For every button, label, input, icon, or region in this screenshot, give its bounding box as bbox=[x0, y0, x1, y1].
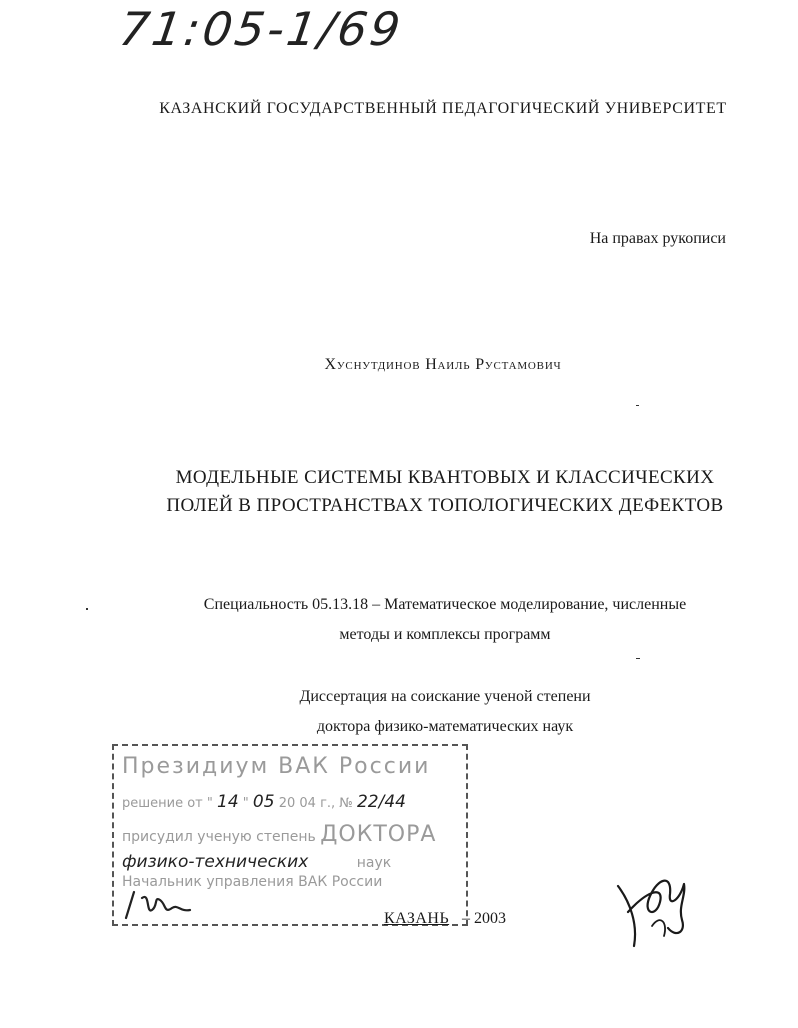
vak-stamp bbox=[112, 744, 468, 926]
scan-speck bbox=[86, 608, 88, 610]
stamp-decision bbox=[122, 792, 460, 812]
stamp-number: 22/44 bbox=[356, 792, 406, 812]
specialty bbox=[0, 590, 798, 650]
scan-speck bbox=[636, 405, 639, 406]
stamp-year: 20 04 bbox=[278, 796, 316, 811]
title-line-1: МОДЕЛЬНЫЕ СИСТЕМЫ КВАНТОВЫХ И КЛАССИЧЕСКИХ bbox=[175, 467, 715, 488]
stamp-degree: ДОКТОРА bbox=[320, 822, 437, 847]
stamp-signature-mark bbox=[120, 888, 210, 922]
handwritten-catalog-number: 71:05-1/69 bbox=[116, 2, 407, 56]
stamp-field: физико-технических bbox=[122, 852, 309, 872]
dissertation-degree bbox=[0, 682, 798, 742]
scan-speck bbox=[636, 658, 640, 659]
stamp-month: 05 bbox=[252, 792, 275, 812]
stamp-degree-line bbox=[122, 822, 460, 847]
university-name: КАЗАНСКИЙ ГОСУДАРСТВЕННЫЙ ПЕДАГОГИЧЕСКИЙ УНИВЕРСИТЕТ bbox=[159, 100, 727, 117]
dissertation-line-1: Диссертация на соискание ученой степени bbox=[299, 688, 591, 705]
stamp-field-line bbox=[122, 852, 460, 872]
signature-icon bbox=[608, 866, 698, 952]
rights-note: На правах рукописи bbox=[589, 230, 726, 247]
author-name: Хуснутдинов Наиль Рустамович bbox=[324, 356, 562, 373]
stamp-day: 14 bbox=[217, 792, 239, 812]
stamp-presidium: Президиум ВАК России bbox=[122, 754, 431, 779]
dissertation-title bbox=[0, 464, 798, 520]
year: – 2003 bbox=[462, 910, 506, 927]
stamp-chief: Начальник управления ВАК России bbox=[122, 874, 383, 890]
stamp-decision-quote: " bbox=[242, 796, 249, 811]
stamp-decision-prefix: решение от " bbox=[122, 796, 213, 811]
stamp-degree-prefix: присудил ученую степень bbox=[122, 829, 316, 845]
city: КАЗАНЬ bbox=[384, 910, 450, 927]
title-line-2: ПОЛЕЙ В ПРОСТРАНСТВАХ ТОПОЛОГИЧЕСКИХ ДЕФЕКТОВ bbox=[166, 495, 724, 516]
specialty-line-1: Специальность 05.13.18 – Математическое моделирование, численные bbox=[203, 596, 687, 613]
specialty-line-2: методы и комплексы программ bbox=[339, 626, 551, 643]
dissertation-line-2: доктора физико-математических наук bbox=[316, 718, 574, 735]
stamp-field-suffix: наук bbox=[356, 855, 392, 871]
stamp-number-label: г., № bbox=[320, 796, 353, 811]
